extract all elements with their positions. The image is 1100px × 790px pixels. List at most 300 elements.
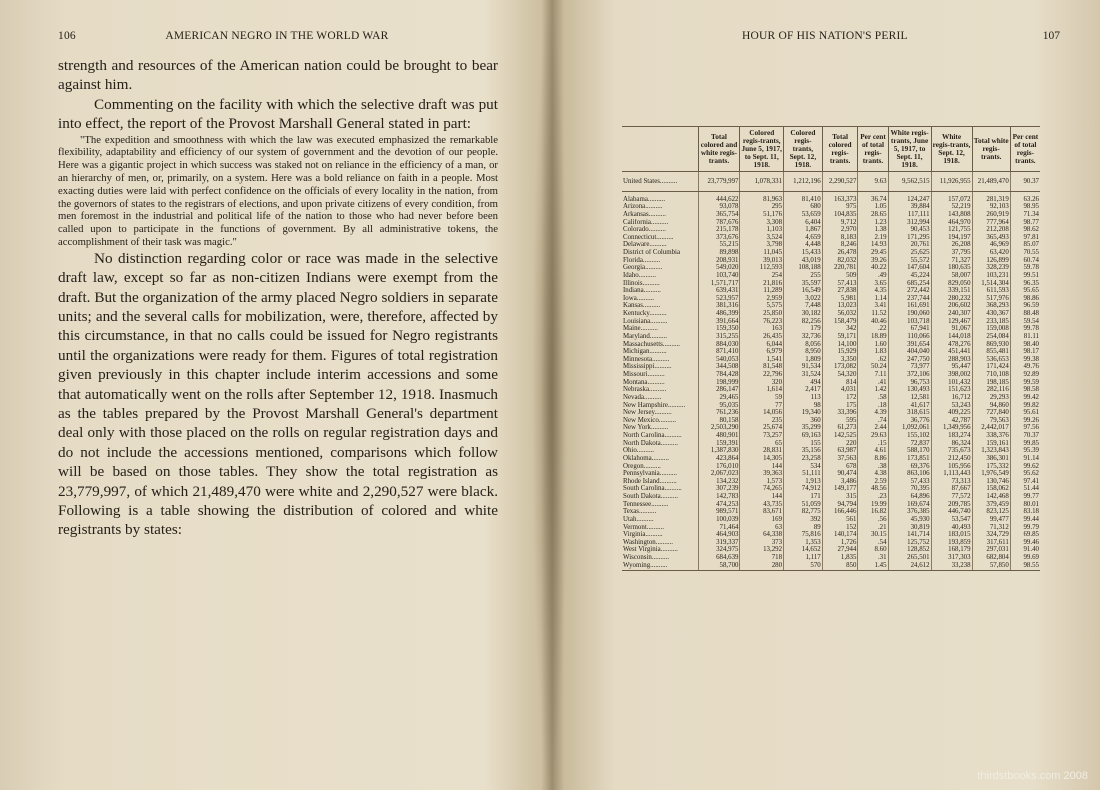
value-cell: 198,185 [972, 379, 1010, 387]
value-cell: 128,852 [888, 546, 931, 554]
state-cell: Pennsylvania.......... [623, 470, 677, 478]
state-cell: Virginia.......... [623, 531, 663, 539]
value-cell: 2,442,017 [972, 424, 1010, 432]
value-cell: 104,835 [822, 211, 858, 219]
table-row [622, 539, 1040, 547]
value-cell: 53,547 [931, 516, 972, 524]
value-cell: 19.99 [858, 501, 888, 509]
value-cell: 180,635 [931, 264, 972, 272]
state-cell: Maryland.......... [623, 332, 668, 340]
value-cell: 71,327 [931, 257, 972, 265]
value-cell: 869,930 [972, 341, 1010, 349]
value-cell: 67,941 [888, 325, 931, 333]
value-cell: 36,776 [888, 417, 931, 425]
value-cell: 91.40 [1010, 546, 1040, 554]
state-cell: New Hampshire.......... [623, 401, 686, 409]
value-cell: 27,838 [822, 287, 858, 295]
value-cell: 11,045 [740, 249, 784, 257]
value-cell: 171,424 [972, 363, 1010, 371]
value-cell: 108,188 [784, 264, 823, 272]
value-cell: 57,850 [972, 562, 1010, 571]
value-cell: 101,432 [931, 379, 972, 387]
value-cell: 7.11 [858, 371, 888, 379]
value-cell: 31,524 [784, 371, 823, 379]
value-cell: 176,010 [698, 463, 740, 471]
value-cell: 29.63 [858, 432, 888, 440]
value-cell: 175,332 [972, 463, 1010, 471]
value-cell: 409,225 [931, 409, 972, 417]
state-cell: Washington.......... [623, 538, 673, 546]
value-cell: 25,674 [740, 424, 784, 432]
value-cell: 2.44 [858, 424, 888, 432]
value-cell: 1,913 [784, 478, 823, 486]
table-row [622, 432, 1040, 440]
column-header: White regis-trants, Sept. 12, 1918. [931, 127, 972, 172]
value-cell: 69,376 [888, 463, 931, 471]
value-cell: 561 [822, 516, 858, 524]
value-cell: 64,896 [888, 493, 931, 501]
value-cell: 863,106 [888, 470, 931, 478]
value-cell: 9,712 [822, 219, 858, 227]
value-cell: 169 [740, 516, 784, 524]
value-cell: 70,395 [888, 485, 931, 493]
value-cell: 96.59 [1010, 302, 1040, 310]
value-cell: 5,981 [822, 295, 858, 303]
value-cell: 40.22 [858, 264, 888, 272]
value-cell: 59,171 [822, 333, 858, 341]
value-cell: 98.62 [1010, 226, 1040, 234]
value-cell: 23,258 [784, 455, 823, 463]
paragraph-3: No distinction regarding color or race was made in the selective draft law, except so far as non-citizen Indians were exempt from the draft. But the organization of the army placed Negro soldiers in separate units; and the several calls for mobilization, were, therefore, affected by this circumstance, in that no calls could be issued for Negro registrants until the organizations were ready for them. Figures of total registration given previously in this chapter include interim accessions and some that automatically went on the rolls after September 12, 1918. Inasmuch as the tables prepared by the Provost Marshall General's department deal only with those placed on the rolls on regular registration days and do not include the accessions mentioned, comparisons which follow will be based on those tables. They show the total registration as 23,779,997, of which 21,489,470 were white and 2,290,527 were black. Following is a table showing the distribution of colored and white registrants by states: [58, 249, 498, 539]
table-row [622, 211, 1040, 219]
value-cell: 193,859 [931, 539, 972, 547]
value-cell: 430,367 [972, 310, 1010, 318]
value-cell: 149,177 [822, 485, 858, 493]
table-row [622, 394, 1040, 402]
value-cell: 51.44 [1010, 485, 1040, 493]
value-cell: 1,541 [740, 356, 784, 364]
table-row [622, 257, 1040, 265]
value-cell: 272,442 [888, 287, 931, 295]
value-cell: 312,994 [888, 219, 931, 227]
value-cell: 339,151 [931, 287, 972, 295]
value-cell: 161,691 [888, 302, 931, 310]
value-cell: 315,255 [698, 333, 740, 341]
table-row [622, 280, 1040, 288]
value-cell: 82,775 [784, 508, 823, 516]
state-cell: South Dakota.......... [623, 493, 678, 500]
value-cell: 95,447 [931, 363, 972, 371]
value-cell: 33,396 [822, 409, 858, 417]
value-cell: 74,265 [740, 485, 784, 493]
value-cell: 98 [784, 402, 823, 410]
value-cell: 320 [740, 379, 784, 387]
value-cell: 95.61 [1010, 409, 1040, 417]
value-cell: 15,929 [822, 348, 858, 356]
state-cell: Rhode Island.......... [623, 477, 677, 485]
value-cell: 240,307 [931, 310, 972, 318]
value-cell: 208,931 [698, 257, 740, 265]
state-cell: Georgia.......... [623, 264, 663, 272]
value-cell: 233,185 [972, 318, 1010, 326]
value-cell: 64,338 [740, 531, 784, 539]
table-row [622, 226, 1040, 234]
value-cell: 280 [740, 562, 784, 571]
value-cell: 33,238 [931, 562, 972, 571]
value-cell: 29,465 [698, 394, 740, 402]
value-cell: 98.58 [1010, 386, 1040, 394]
table-row [622, 402, 1040, 410]
value-cell: 126,899 [972, 257, 1010, 265]
state-cell: Kentucky.......... [623, 310, 667, 317]
value-cell: 678 [822, 463, 858, 471]
value-cell: 81.11 [1010, 333, 1040, 341]
value-cell: 99,477 [972, 516, 1010, 524]
value-cell: 55,572 [888, 257, 931, 265]
value-cell: 373 [740, 539, 784, 547]
value-cell: 2,417 [784, 386, 823, 394]
value-cell: 536,653 [972, 356, 1010, 364]
table-row [622, 470, 1040, 478]
value-cell: 98.17 [1010, 348, 1040, 356]
table-header-row [622, 127, 1040, 172]
value-cell: 52,219 [931, 203, 972, 211]
value-cell: 159,350 [698, 325, 740, 333]
value-cell: 23,779,997 [698, 172, 740, 192]
value-cell: 159,161 [972, 440, 1010, 448]
value-cell: 30,182 [784, 310, 823, 318]
state-cell: North Carolina.......... [623, 432, 682, 439]
value-cell: 43,019 [784, 257, 823, 265]
value-cell: 71,312 [972, 524, 1010, 532]
state-cell: North Dakota.......... [623, 439, 678, 447]
value-cell: 16,712 [931, 394, 972, 402]
table-row [622, 272, 1040, 280]
value-cell: 97.56 [1010, 424, 1040, 432]
value-cell: 140,174 [822, 531, 858, 539]
value-cell: 155 [784, 440, 823, 448]
table-row [622, 508, 1040, 516]
value-cell: 35,299 [784, 424, 823, 432]
value-cell: 124,247 [888, 191, 931, 203]
value-cell: 51,059 [784, 501, 823, 509]
value-cell: 73,977 [888, 363, 931, 371]
state-cell: Montana.......... [623, 378, 665, 386]
state-cell: District of Columbia [623, 249, 681, 256]
value-cell: 45,930 [888, 516, 931, 524]
value-cell: 95.65 [1010, 287, 1040, 295]
value-cell: 718 [740, 554, 784, 562]
table-row [622, 493, 1040, 501]
table-row [622, 325, 1040, 333]
value-cell: 11,926,955 [931, 172, 972, 192]
value-cell: 112,593 [740, 264, 784, 272]
value-cell: 1,514,304 [972, 280, 1010, 288]
state-cell: Oklahoma.......... [623, 454, 669, 462]
value-cell: 297,031 [972, 546, 1010, 554]
value-cell: 1,835 [822, 554, 858, 562]
value-cell: 74,912 [784, 485, 823, 493]
state-cell: Wisconsin.......... [623, 554, 670, 561]
table-row [622, 249, 1040, 257]
value-cell: 855,481 [972, 348, 1010, 356]
paragraph-2: Commenting on the facility with which the selective draft was put into effect, the report of the Provost Marshall General stated in part: [58, 95, 498, 133]
state-cell: Michigan.......... [623, 348, 667, 356]
value-cell: 93,078 [698, 203, 740, 211]
value-cell: 209,785 [931, 501, 972, 509]
value-cell: 144,018 [931, 333, 972, 341]
value-cell: 1,103 [740, 226, 784, 234]
value-cell: .54 [858, 539, 888, 547]
value-cell: 29.45 [858, 249, 888, 257]
value-cell: 317,611 [972, 539, 1010, 547]
value-cell: 22,796 [740, 371, 784, 379]
state-cell: Delaware.......... [623, 241, 667, 249]
value-cell: 35,156 [784, 447, 823, 455]
column-header: Total colored regis-trants. [822, 127, 858, 172]
value-cell: 97.41 [1010, 478, 1040, 486]
value-cell: 21,489,470 [972, 172, 1010, 192]
table-row [622, 524, 1040, 532]
value-cell: 3,308 [740, 219, 784, 227]
value-cell: 286,147 [698, 386, 740, 394]
table-row [622, 348, 1040, 356]
value-cell: 147,604 [888, 264, 931, 272]
value-cell: 1,349,956 [931, 424, 972, 432]
value-cell: .58 [858, 394, 888, 402]
value-cell: 372,106 [888, 371, 931, 379]
value-cell: .22 [858, 325, 888, 333]
value-cell: 317,303 [931, 554, 972, 562]
value-cell: 342 [822, 325, 858, 333]
right-running-title: HOUR OF HIS NATION'S PERIL [742, 30, 908, 42]
value-cell: 83.18 [1010, 508, 1040, 516]
value-cell: 59.78 [1010, 264, 1040, 272]
value-cell: 8,183 [822, 234, 858, 242]
table-row [622, 371, 1040, 379]
value-cell: 18.89 [858, 333, 888, 341]
value-cell: 8,246 [822, 241, 858, 249]
value-cell: 103,231 [972, 272, 1010, 280]
value-cell: 212,208 [972, 226, 1010, 234]
value-cell: 446,740 [931, 508, 972, 516]
value-cell: 143,808 [931, 211, 972, 219]
left-running-title: AMERICAN NEGRO IN THE WORLD WAR [165, 30, 389, 42]
state-cell: Nebraska.......... [623, 386, 667, 394]
value-cell: 5,575 [740, 302, 784, 310]
value-cell: 260,919 [972, 211, 1010, 219]
value-cell: 130,746 [972, 478, 1010, 486]
value-cell: 423,864 [698, 455, 740, 463]
value-cell: 179 [784, 325, 823, 333]
column-header: Total colored and white regis-trants. [698, 127, 740, 172]
value-cell: 777,964 [972, 219, 1010, 227]
state-cell: Kansas.......... [623, 302, 661, 310]
value-cell: 486,399 [698, 310, 740, 318]
value-cell: 1,571,717 [698, 280, 740, 288]
value-cell: 57,413 [822, 280, 858, 288]
value-cell: 235 [740, 417, 784, 425]
value-cell: 99.42 [1010, 394, 1040, 402]
gutter-shadow [532, 0, 568, 790]
value-cell: 6,404 [784, 219, 823, 227]
value-cell: 54,320 [822, 371, 858, 379]
value-cell: 220 [822, 440, 858, 448]
value-cell: 4.38 [858, 470, 888, 478]
value-cell: 1.42 [858, 386, 888, 394]
value-cell: 16,549 [784, 287, 823, 295]
table-row [622, 302, 1040, 310]
table-row [622, 363, 1040, 371]
table-row [622, 356, 1040, 364]
value-cell: 588,170 [888, 447, 931, 455]
state-cell: Connecticut.......... [623, 233, 674, 241]
value-cell: 71.34 [1010, 211, 1040, 219]
value-cell: 42,787 [931, 417, 972, 425]
table-row [622, 478, 1040, 486]
value-cell: 735,673 [931, 447, 972, 455]
value-cell: 823,125 [972, 508, 1010, 516]
value-cell: 4,031 [822, 386, 858, 394]
value-cell: 99.77 [1010, 493, 1040, 501]
value-cell: 534 [784, 463, 823, 471]
value-cell: 376,385 [888, 508, 931, 516]
value-cell: 6,044 [740, 341, 784, 349]
table-row [622, 417, 1040, 425]
value-cell: 29,293 [972, 394, 1010, 402]
value-cell: 142,783 [698, 493, 740, 501]
value-cell: 474,253 [698, 501, 740, 509]
value-cell: 26,478 [822, 249, 858, 257]
value-cell: 1.83 [858, 348, 888, 356]
value-cell: 55,215 [698, 241, 740, 249]
value-cell: 344,508 [698, 363, 740, 371]
value-cell: 183,015 [931, 531, 972, 539]
value-cell: 91,067 [931, 325, 972, 333]
value-cell: 3,798 [740, 241, 784, 249]
value-cell: 30,819 [888, 524, 931, 532]
value-cell: 1.38 [858, 226, 888, 234]
value-cell: 3,022 [784, 295, 823, 303]
value-cell: 159,008 [972, 325, 1010, 333]
state-cell: Tennessee.......... [623, 500, 669, 508]
value-cell: 315 [822, 493, 858, 501]
value-cell: 25,625 [888, 249, 931, 257]
value-cell: 365,493 [972, 234, 1010, 242]
value-cell: 2,503,290 [698, 424, 740, 432]
value-cell: .56 [858, 516, 888, 524]
value-cell: 41,617 [888, 402, 931, 410]
value-cell: 319,337 [698, 539, 740, 547]
value-cell: 1.45 [858, 562, 888, 571]
state-cell: Indiana.......... [623, 287, 661, 295]
value-cell: 15,433 [784, 249, 823, 257]
value-cell: 100,039 [698, 516, 740, 524]
state-cell: Massachusetts.......... [623, 340, 681, 348]
value-cell: 1,867 [784, 226, 823, 234]
value-cell: 172 [822, 394, 858, 402]
value-cell: 92.89 [1010, 371, 1040, 379]
value-cell: 40.46 [858, 318, 888, 326]
value-cell: 58,007 [931, 272, 972, 280]
value-cell: 90,474 [822, 470, 858, 478]
value-cell: 19,340 [784, 409, 823, 417]
value-cell: 710,108 [972, 371, 1010, 379]
value-cell: 98.77 [1010, 219, 1040, 227]
value-cell: 142,525 [822, 432, 858, 440]
value-cell: 1.14 [858, 295, 888, 303]
value-cell: 61,273 [822, 424, 858, 432]
state-cell: Minnesota.......... [623, 355, 670, 363]
value-cell: 99.82 [1010, 402, 1040, 410]
value-cell: 16.82 [858, 508, 888, 516]
value-cell: 173,082 [822, 363, 858, 371]
value-cell: 570 [784, 562, 823, 571]
value-cell: 509 [822, 272, 858, 280]
value-cell: 94,794 [822, 501, 858, 509]
left-page-number: 106 [58, 30, 76, 42]
value-cell: 682,804 [972, 554, 1010, 562]
value-cell: 398,002 [931, 371, 972, 379]
value-cell: 171 [784, 493, 823, 501]
value-cell: 103,718 [888, 318, 931, 326]
value-cell: 98.95 [1010, 203, 1040, 211]
value-cell: 151,623 [931, 386, 972, 394]
state-cell: Texas.......... [623, 508, 657, 516]
value-cell: 95.62 [1010, 470, 1040, 478]
value-cell: 96,753 [888, 379, 931, 387]
value-cell: 884,030 [698, 341, 740, 349]
value-cell: 63.26 [1010, 191, 1040, 203]
value-cell: .18 [858, 402, 888, 410]
value-cell: 3,524 [740, 234, 784, 242]
value-cell: 39,884 [888, 203, 931, 211]
value-cell: 27,944 [822, 546, 858, 554]
value-cell: 480,901 [698, 432, 740, 440]
value-cell: 158,479 [822, 318, 858, 326]
value-cell: 90,453 [888, 226, 931, 234]
value-cell: 540,053 [698, 356, 740, 364]
value-cell: 549,020 [698, 264, 740, 272]
value-cell: 57,433 [888, 478, 931, 486]
value-cell: 494 [784, 379, 823, 387]
value-cell: 1,092,061 [888, 424, 931, 432]
value-cell: 328,239 [972, 264, 1010, 272]
value-cell: 163 [740, 325, 784, 333]
value-cell: 103,740 [698, 272, 740, 280]
table-row [622, 531, 1040, 539]
value-cell: 91,534 [784, 363, 823, 371]
value-cell: 194,197 [931, 234, 972, 242]
value-cell: 32,736 [784, 333, 823, 341]
value-cell: 451,441 [931, 348, 972, 356]
value-cell: .38 [858, 463, 888, 471]
value-cell: 25,850 [740, 310, 784, 318]
value-cell: .23 [858, 493, 888, 501]
value-cell: 87,667 [931, 485, 972, 493]
value-cell: 3.41 [858, 302, 888, 310]
value-cell: 215,178 [698, 226, 740, 234]
value-cell: 8.60 [858, 546, 888, 554]
value-cell: 13,023 [822, 302, 858, 310]
value-cell: 2,290,527 [822, 172, 858, 192]
value-cell: 72,837 [888, 440, 931, 448]
value-cell: 99.69 [1010, 554, 1040, 562]
registrants-table [622, 126, 1040, 571]
value-cell: 1,726 [822, 539, 858, 547]
value-cell: 1,976,549 [972, 470, 1010, 478]
value-cell: 73,313 [931, 478, 972, 486]
